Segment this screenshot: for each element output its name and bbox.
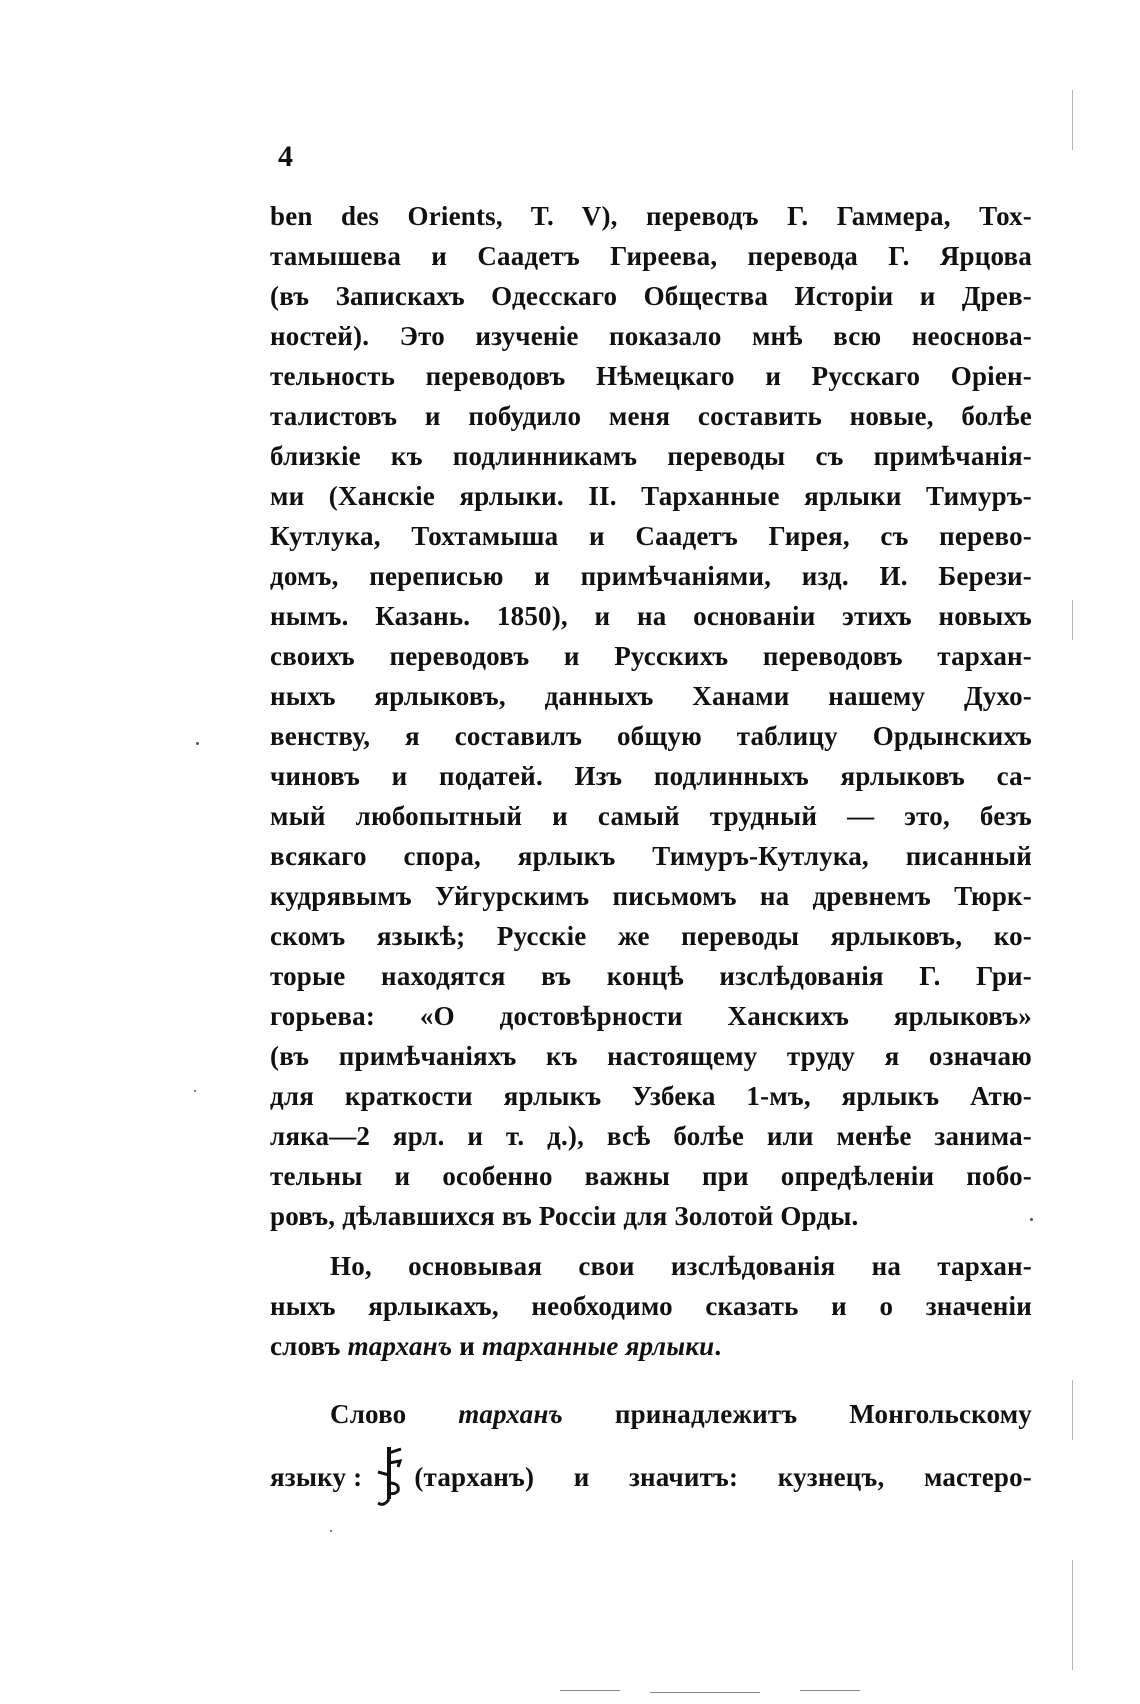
text-line: венству, я составилъ общую таблицу Ордынскихъ (270, 721, 1032, 751)
scan-edge-line (1072, 1380, 1073, 1440)
scan-bottom-dash (800, 1690, 860, 1691)
text-line: Кутлука, Тохтамыша и Саадетъ Гирея, съ перево- (270, 521, 1032, 551)
text-line-with-glyph (270, 1434, 1032, 1520)
text-line: горьева: «О достовѣрности Ханскихъ ярлыковъ» (270, 1001, 1032, 1031)
text-line: ляка—2 ярл. и т. д.), всѣ болѣе или менѣе занима- (270, 1121, 1032, 1151)
scan-speck (330, 1530, 332, 1532)
paragraph-gap (270, 1366, 1032, 1394)
text-segment: принадлежитъ Монгольскому (562, 1399, 1032, 1429)
text-line: (въ Запискахъ Одесскаго Общества Исторіи и Древ- (270, 281, 1032, 311)
text-segment: словъ (270, 1331, 348, 1361)
scan-edge-line (1072, 90, 1073, 150)
text-line: (въ примѣчаніяхъ къ настоящему труду я означаю (270, 1041, 1032, 1071)
text-line: домъ, переписью и примѣчаніями, изд. И. Берези- (270, 561, 1032, 591)
text-line: нымъ. Казань. 1850), и на основаніи этихъ новыхъ (270, 601, 1032, 631)
scan-speck (194, 1090, 196, 1092)
text-line: тамышева и Саадетъ Гиреева, перевода Г. Ярцова (270, 241, 1032, 271)
text-line: тельность переводовъ Нѣмецкаго и Русскаго Оріен- (270, 361, 1032, 391)
text-line: близкіе къ подлинникамъ переводы съ примѣчанія- (270, 441, 1032, 471)
scan-bottom-dash (560, 1690, 620, 1691)
text-line: Но, основывая свои изслѣдованія на тархан- (330, 1251, 1032, 1281)
text-segment: Слово (330, 1399, 459, 1429)
text-line: талистовъ и побудило меня составить новые, болѣе (270, 401, 1032, 431)
text-line: ровъ, дѣлавшихся въ Россіи для Золотой Орды. (270, 1201, 859, 1231)
text-line: кудрявымъ Уйгурскимъ письмомъ на древнемъ Тюрк- (270, 881, 1032, 911)
paragraph-gap (270, 1236, 1032, 1246)
text-line: для краткости ярлыкъ Узбека 1-мъ, ярлыкъ Атю- (270, 1081, 1032, 1111)
text-line: тельны и особенно важны при опредѣленіи побо- (270, 1161, 1032, 1191)
text-line: ми (Ханскіе ярлыки. II. Тарханные ярлыки Тимуръ- (270, 481, 1032, 511)
text-line: ныхъ ярлыковъ, данныхъ Ханами нашему Духо- (270, 681, 1032, 711)
text-segment: и (452, 1331, 482, 1361)
text-line: скомъ языкѣ; Русскіе же переводы ярлыковъ, ко- (270, 921, 1032, 951)
text-segment: языку : (270, 1462, 363, 1492)
italic-term: тарханъ (347, 1331, 453, 1361)
text-segment: (тарханъ) и значитъ: кузнецъ, мастеро- (414, 1462, 1032, 1492)
italic-term: тарханные ярлыки (481, 1331, 715, 1361)
mongolian-script-glyph-icon (374, 1445, 404, 1509)
text-line: своихъ переводовъ и Русскихъ переводовъ тархан- (270, 641, 1032, 671)
scan-speck (196, 742, 199, 745)
text-line: торые находятся въ концѣ изслѣдованія Г. Гри- (270, 961, 1032, 991)
text-segment: . (714, 1331, 722, 1361)
page-body (270, 196, 1032, 1520)
scan-edge-line (1072, 1560, 1073, 1670)
text-line: ben des Orients, T. V), переводъ Г. Гаммера, Тох- (270, 201, 1032, 231)
text-line (270, 1326, 1032, 1366)
scan-bottom-dash (650, 1692, 760, 1693)
text-line: всякаго спора, ярлыкъ Тимуръ-Кутлука, писанный (270, 841, 1032, 871)
page-number: 4 (278, 140, 293, 173)
text-line: ныхъ ярлыкахъ, необходимо сказать и о значеніи (270, 1291, 1032, 1321)
text-line: чиновъ и податей. Изъ подлинныхъ ярлыковъ са- (270, 761, 1032, 791)
scan-edge-line (1072, 600, 1073, 640)
italic-term: тарханъ (458, 1399, 563, 1429)
text-line: ностей). Это изученіе показало мнѣ всю неоснова- (270, 321, 1032, 351)
text-line (270, 1394, 1032, 1434)
paragraph-3 (270, 1394, 1032, 1520)
paragraph-1 (270, 196, 1032, 1236)
paragraph-2 (270, 1246, 1032, 1366)
text-line: мый любопытный и самый трудный — это, безъ (270, 801, 1032, 831)
